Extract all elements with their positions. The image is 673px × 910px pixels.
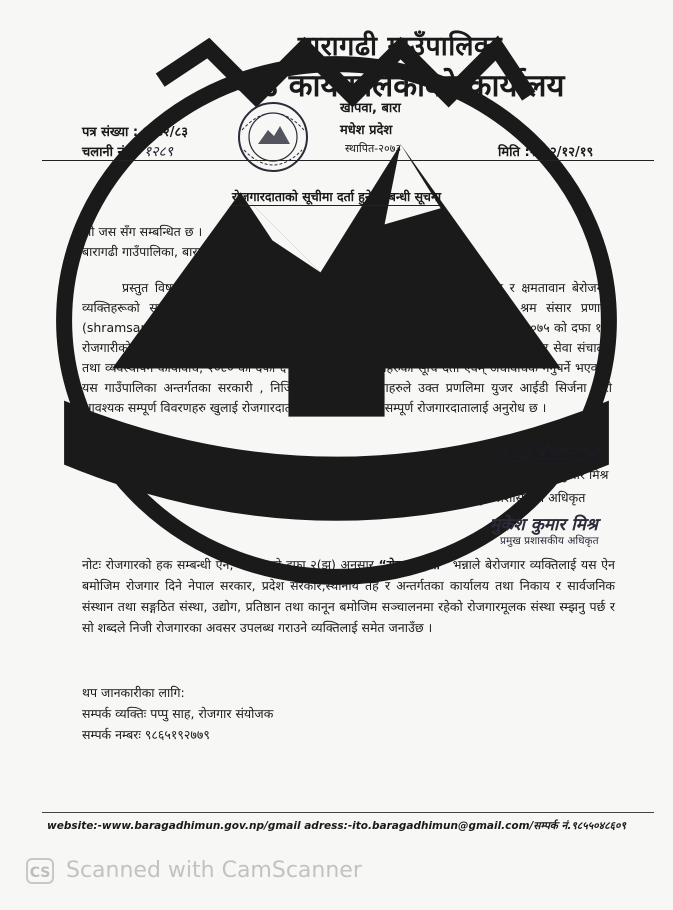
- contact-info: [82, 682, 273, 745]
- note-term: “रोजगारदाता”: [378, 557, 449, 572]
- notice-body: प्रस्तुत विषयमा उपलब्ध आन्तरिक रोजगारीका अवसरहरूमा सीपयुक्त, योग्य, दक्ष र क्षमतावान बेरोजगार व्यक्तिहरूको सहज पहुँच कायम गर्न श्रम, रोजगार तथा सामाजिक सुरक्षा मन्त्रालयले श्रम संसार प्रणाली (shramsansar.gov.np) वेबपोर्टल कार्यान्वयनमा ल्याएको हुँदा रोजगारीको हक सम्बन्धी ऐन, २०७५ को दफा १३, रोजगारीको हक सम्बन्धी नियमावली, २०७५ (दोस्रो संशोधन) को नियम ९ र एकीकृत श्रम तथा रोजगार सेवा संचालन तथा व्यवस्थापन कार्यविधि, २०८० को दफा ६ बमोजिम रोजगारदाताहरुको सूचि दर्ता एवम् अधावधिक गनुपर्ने भएकाले यस गाउँपालिका अन्तर्गतका सरकारी , निजि क्षेत्रका रोजगारदाताहरुले उक्त प्रणलिमा युजर आईडी सिर्जना गारी आवश्यक सम्पूर्ण विवरणहरु खुलाई रोजगारदाताको सूचिमा दर्ता हुन सम्पूर्ण रोजगारदातालाई अनुरोध छ ।: [82, 280, 612, 415]
- letter-number-label: पत्र संख्या :: [82, 125, 139, 140]
- date-value: २०८२/१२/१९: [529, 145, 594, 160]
- notice-subject-text: रोजगारदाताको सूचीमा दर्ता हुने सम्बन्धी सूचना: [231, 189, 442, 204]
- established-year: स्थापित-२०७३: [345, 142, 402, 155]
- footer-contact: website:-www.baragadhimun.gov.np/gmail adress:-ito.baragadhimun@gmail.com/सम्पर्क नं.९८५५०४८६०९: [47, 820, 626, 832]
- salutation-line-1: जो जस सँग सम्बन्धित छ ।: [82, 224, 203, 239]
- legal-note: [82, 554, 615, 638]
- dispatch-number-value: १२८९: [143, 144, 174, 160]
- letter-number-value: २०८२/८३: [142, 125, 188, 140]
- salutation: [82, 222, 202, 262]
- signature-stamp-title: प्रमुख प्रशासकीय अधिकृत: [500, 535, 599, 547]
- camscanner-logo-icon: CS: [26, 858, 54, 884]
- signature-stamp-name: मुकेश कुमार मिश्र: [490, 515, 598, 535]
- note-rest: भन्नाले बेरोजगार व्यक्तिलाई यस ऐन बमोजिम रोजगार दिने नेपाल सरकार, प्रदेश सरकार,स्थानीय तह र अन्तर्गतका कार्यालय तथा निकाय र सार्वजनिक संस्थान तथा सङ्गठित संस्था, उद्योग, प्रतिष्ठान तथा कानून बमोजिम सञ्चालनमा रहेको रोजगारमूलक संस्था स्म्झनु पर्छ र सो शब्दले निजी रोजगारका अवसर उपलब्ध गराउने व्यक्तिलाई समेत जनाउँछ ।: [82, 557, 615, 635]
- office-name: गाउँ कार्यपालिकाको कार्यालय: [235, 68, 565, 104]
- scanner-watermark: Scanned with CamScanner: [66, 858, 362, 883]
- notice-subject: [0, 188, 673, 205]
- signatory-name: मुकेश कुमार मिश्र: [530, 467, 609, 482]
- date-label: मिति :: [498, 145, 530, 160]
- address-line-2: मधेश प्रदेश: [340, 123, 393, 138]
- office-seal-icon: [218, 100, 328, 174]
- address-line-1: खोपवा, बारा: [340, 101, 401, 116]
- letter-date: [498, 142, 593, 160]
- signatory-title: प्रमुख प्रशासकीय अधिकृत: [468, 490, 586, 505]
- footer-divider: [42, 812, 654, 813]
- dispatch-number: [82, 142, 173, 161]
- note-prefix: नोटः रोजगारको हक सम्बन्धी ऐन, २०७५ को दफा २(झ) अनुसार: [82, 557, 379, 572]
- letter-number: [82, 122, 188, 140]
- salutation-line-2: बारागढी गाउँपालिका, बारा: [82, 244, 201, 259]
- contact-person: सम्पर्क व्यक्तिः पप्पु साह, रोजगार संयोजक: [82, 706, 274, 721]
- municipality-name: बारागढी गाउँपालिका: [297, 31, 503, 62]
- header-divider: [42, 160, 654, 161]
- dispatch-number-label: चलानी नं. :: [82, 145, 140, 160]
- contact-heading: थप जानकारीका लागि:: [82, 685, 185, 700]
- contact-phone: सम्पर्क नम्बरः ९८६५१९२७७९: [82, 727, 210, 742]
